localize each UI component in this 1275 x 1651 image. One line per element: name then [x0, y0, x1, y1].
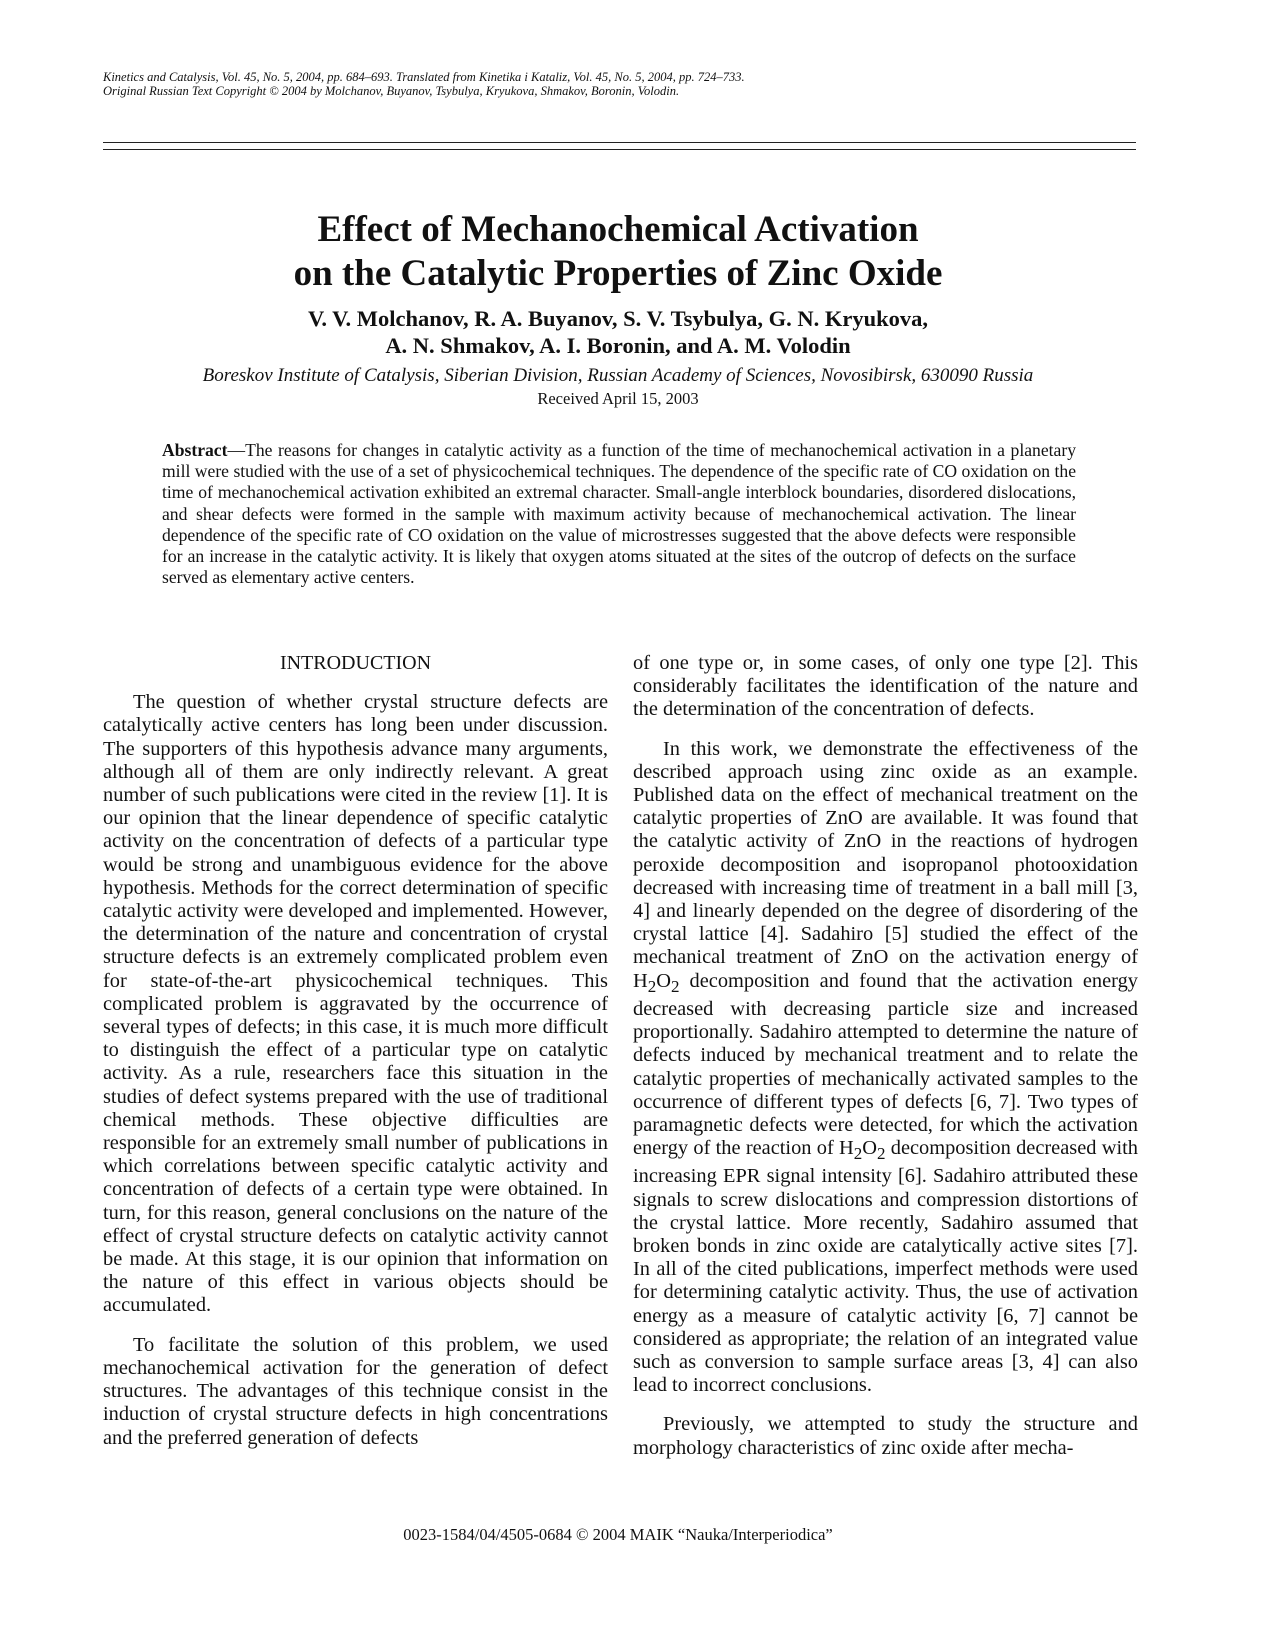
author-list	[100, 305, 1136, 359]
intro-paragraph-4	[633, 738, 1138, 1398]
received-date: Received April 15, 2003	[537, 389, 699, 408]
header-rule-top	[103, 142, 1136, 143]
abstract	[162, 440, 1076, 588]
citation-line-2: Original Russian Text Copyright © 2004 by Molchanov, Buyanov, Tsybulya, Kryukova, Shmakov, Boronin, Volodin.	[103, 84, 680, 98]
paragraph-4-part-1: In this work, we demonstrate the effectiveness of the described approach using zinc oxide as an example. Published data on the effect of mechanical treatment on the catalytic properties of ZnO are available. It was found that the catalytic activity of ZnO in the reactions of hydrogen peroxide decomposition and isopropanol photooxidation decreased with increasing time of treatment in a ball mill [3, 4] and linearly depended on the degree of disordering of the crystal lattice [4]. Sadahiro [5] studied the effect of the mechanical treatment of ZnO on the activation energy of H	[633, 737, 1138, 992]
paper-title	[100, 208, 1136, 296]
title-line-1: Effect of Mechanochemical Activation	[317, 209, 919, 250]
authors-line-1: V. V. Molchanov, R. A. Buyanov, S. V. Tsybulya, G. N. Kryukova,	[307, 306, 928, 331]
journal-citation	[103, 70, 1103, 98]
intro-paragraph-3: of one type or, in some cases, of only one type [2]. This considerably facilitates the identification of the nature and the determination of the concentration of defects.	[633, 652, 1138, 721]
formula-subscript: 2	[647, 976, 657, 996]
abstract-label: Abstract	[162, 440, 228, 460]
abstract-text: —The reasons for changes in catalytic activity as a function of the time of mechanochemical activation in a planetary mill were studied with the use of a set of physicochemical techniques. The dependence of the specific rate of CO oxidation on the time of mechanochemical activation exhibited an extremal character. Small-angle interblock boundaries, disordered dislocations, and shear defects were formed in the sample with maximum activity because of mechanochemical activation. The linear dependence of the specific rate of CO oxidation on the value of microstresses suggested that the above defects were responsible for an increase in the catalytic activity. It is likely that oxygen atoms situated at the sites of the outcrop of defects on the surface served as elementary active centers.	[162, 440, 1076, 588]
left-column	[103, 652, 608, 1450]
intro-paragraph-2: To facilitate the solution of this problem, we used mechanochemical activation for the generation of defect structures. The advantages of this technique consist in the induction of crystal structure defects in high concentrations and the preferred generation of defects	[103, 1333, 608, 1449]
formula-oxygen: O	[862, 1137, 877, 1160]
right-column	[633, 652, 1138, 1460]
citation-line-1: Kinetics and Catalysis, Vol. 45, No. 5, 2004, pp. 684–693. Translated from Kinetika i Kataliz, Vol. 45, No. 5, 2004, pp. 724–733.	[103, 70, 745, 84]
section-heading-introduction: INTRODUCTION	[279, 652, 432, 674]
paragraph-4-part-2: decomposition and found that the activation energy decreased with decreasing particle size and increased proportionally. Sadahiro attempted to determine the nature of defects induced by mechanical treatment and to relate the catalytic properties of mechanically activated samples to the occurrence of different types of defects [6, 7]. Two types of paramagnetic defects were detected, for which the activation energy of the reaction of H	[633, 969, 1138, 1160]
header-rule-bottom	[103, 149, 1136, 150]
title-line-2: on the Catalytic Properties of Zinc Oxide	[293, 253, 943, 294]
intro-paragraph-5: Previously, we attempted to study the structure and morphology characteristics of zinc oxide after mecha-	[633, 1413, 1138, 1459]
formula-subscript: 2	[670, 976, 680, 996]
intro-paragraph-1: The question of whether crystal structure defects are catalytically active centers has long been under discussion. The supporters of this hypothesis advance many arguments, although all of them are only indirectly relevant. A great number of such publications were cited in the review [1]. It is our opinion that the linear dependence of specific catalytic activity on the concentration of defects of a particular type would be strong and unambiguous evidence for the above hypothesis. Methods for the correct determination of specific catalytic activity were developed and implemented. However, the determination of the nature and concentration of crystal structure defects is an extremely complicated problem even for state-of-the-art physicochemical techniques. This complicated problem is aggravated by the occurrence of several types of defects; in this case, it is much more difficult to distinguish the effect of a particular type on catalytic activity. As a rule, researchers face this situation in the studies of defect systems prepared with the use of traditional chemical methods. These objective difficulties are responsible for an extremely small number of publications in which correlations between specific catalytic activity and concentration of defects of a certain type were obtained. In turn, for this reason, general conclusions on the nature of the effect of crystal structure defects on catalytic activity cannot be made. At this stage, it is our opinion that information on the nature of this effect in various objects should be accumulated.	[103, 691, 608, 1317]
formula-oxygen: O	[656, 969, 671, 992]
copyright-footer: 0023-1584/04/4505-0684 © 2004 MAIK “Nauka/Interperiodica”	[403, 1525, 833, 1544]
paragraph-4-part-3: decomposition decreased with increasing EPR signal intensity [6]. Sadahiro attributed these signals to screw dislocations and compression distortions of the crystal lattice. More recently, Sadahiro assumed that broken bonds in zinc oxide are catalytically active sites [7]. In all of the cited publications, imperfect methods were used for determining catalytic activity. Thus, the use of activation energy as a measure of catalytic activity [6, 7] cannot be considered as appropriate; the relation of an integrated value such as conversion to sample surface areas [3, 4] can also lead to incorrect conclusions.	[633, 1137, 1138, 1397]
authors-line-2: A. N. Shmakov, A. I. Boronin, and A. M. Volodin	[385, 333, 851, 358]
formula-subscript: 2	[853, 1144, 863, 1164]
affiliation: Boreskov Institute of Catalysis, Siberian Division, Russian Academy of Sciences, Novosibirsk, 630090 Russia	[202, 365, 1034, 386]
formula-subscript: 2	[876, 1144, 886, 1164]
